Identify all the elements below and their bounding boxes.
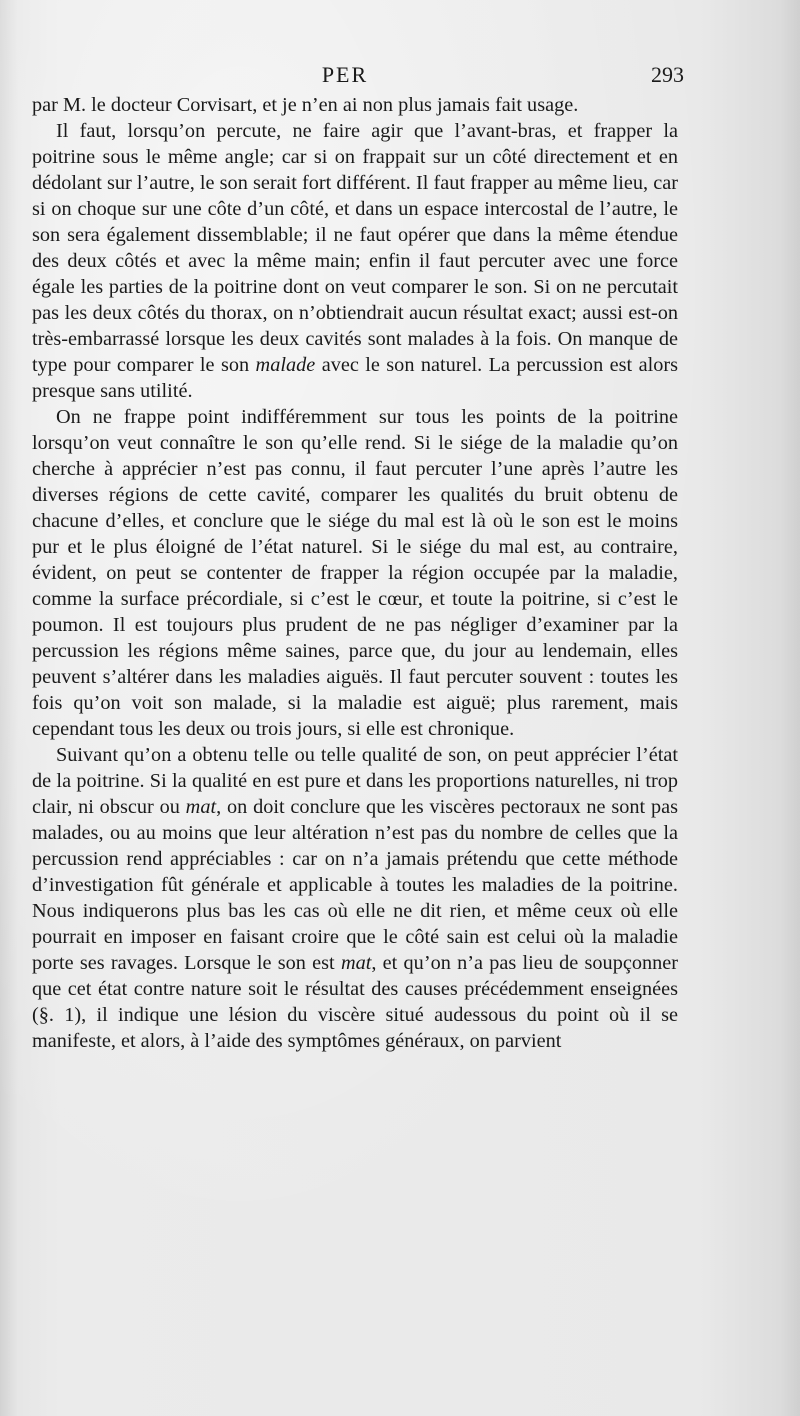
paragraph-3: On ne frappe point indifféremment sur tous les points de la poitrine lorsqu’on veut connaître le son qu’elle rend. Si le siége de la maladie qu’on cherche à apprécier n’est pas connu, il faut percuter l’une après l’autre les diverses régions de cette cavité, comparer les qualités du bruit obtenu de chacune d’elles, et conclure que le siége du mal est là où le son est le moins pur et le plus éloigné de l’état naturel. Si le siége du mal est, au contraire, évident, on peut se contenter de frapper la région occupée par la maladie, comme la surface précordiale, si c’est le cœur, et toute la poitrine, si c’est le poumon. Il est toujours plus prudent de ne pas négliger d’examiner par la percussion les régions même saines, parce que, du jour au lendemain, elles peuvent s’altérer dans les maladies aiguës. Il faut percuter souvent : toutes les fois qu’on voit son malade, si la maladie est aiguë; plus rarement, mais cependant tous les deux ou trois jours, si elle est chronique.	[32, 406, 678, 740]
paragraph-2	[32, 118, 678, 404]
paragraph-4-part-a: Suivant qu’on a obtenu telle ou telle qualité de son, on peut apprécier l’état de la poitrine. Si la qualité en est pure et dans les proportions naturelles, ni trop clair, ni obscur ou	[32, 744, 678, 818]
body-text	[32, 92, 678, 1054]
paragraph-4-italic-2: mat	[340, 952, 372, 974]
page-number: 293	[651, 62, 684, 87]
running-title: PER	[321, 62, 369, 87]
paragraph-1: par M. le docteur Corvisart, et je n’en ai non plus jamais fait usage.	[32, 94, 579, 116]
paragraph-2-italic: malade	[255, 354, 316, 376]
paragraph-4	[32, 742, 678, 1054]
paragraph-4-italic-1: mat	[185, 796, 217, 818]
paragraph-4-part-b: , on doit conclure que les viscères pectoraux ne sont pas malades, ou au moins que leur altération n’est pas du nombre de celles que la percussion rend appréciables : car on n’a jamais prétendu que cette méthode d’investigation fût générale et applicable à toutes les maladies de la poitrine. Nous indiquerons plus bas les cas où elle ne dit rien, et même ceux où elle pourrait en imposer en faisant croire que le côté sain est celui où la maladie porte ses ravages. Lorsque le son est	[32, 796, 679, 974]
paragraph-4-part-c: , et qu’on n’a pas lieu de soupçonner que cet état contre nature soit le résultat des causes précédemment enseignées (§. 1), il indique une lésion du viscère situé audessous du point où il se manifeste, et alors, à l’aide des symptômes généraux, on parvient	[32, 952, 679, 1052]
paragraph-2-text: Il faut, lorsqu’on percute, ne faire agir que l’avant-bras, et frapper la poitrine sous le même angle; car si on frappait sur un côté directement et en dédolant sur l’autre, le son serait fort différent. Il faut frapper au même lieu, car si on choque sur une côte d’un côté, et dans un espace intercostal de l’autre, le son sera également dissemblable; il ne faut opérer que dans la même étendue des deux côtés et avec la même main; enfin il faut percuter avec une force égale les parties de la poitrine dont on veut comparer le son. Si on ne percutait pas les deux côtés du thorax, on n’obtiendrait aucun résultat exact; aussi est-on très-embarrassé lorsque les deux cavités sont malades à la fois. On manque de type pour comparer le son	[32, 120, 678, 376]
paragraph-2-end: avec le son naturel. La percussion est alors presque sans utilité.	[32, 354, 678, 402]
